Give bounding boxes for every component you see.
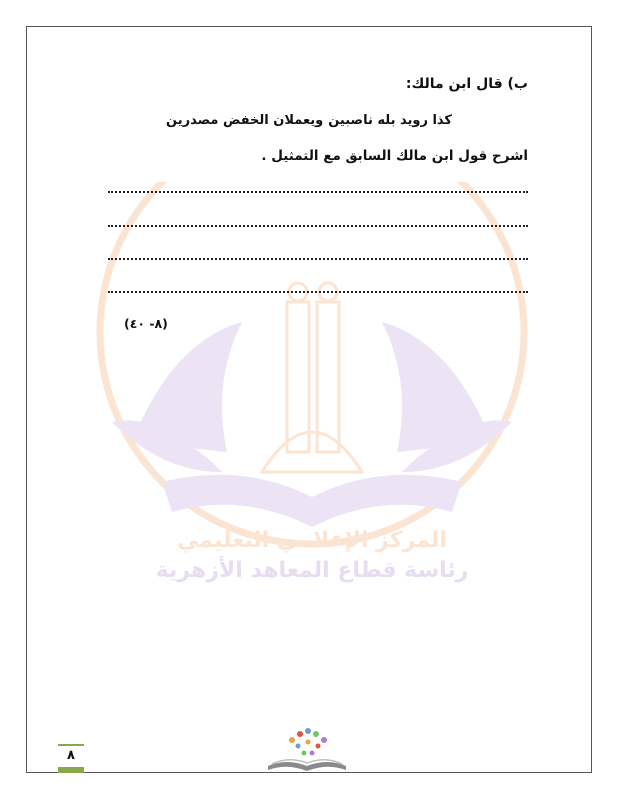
watermark-line1: المركز الإعلامي التعليمي <box>177 528 447 553</box>
watermark-line2: رئاسة قطاع المعاهد الأزهرية <box>155 558 469 583</box>
question-instruction: اشرح قول ابن مالك السابق مع التمثيل . <box>261 148 528 164</box>
page-number: ٨ <box>67 748 75 763</box>
verse-second-half: ويعملان الخفض مصدرين <box>166 113 324 128</box>
question-heading: ب) قال ابن مالك: <box>405 76 528 92</box>
page-border <box>26 26 592 773</box>
verse-first-half: كذا رويد بله ناصبين <box>328 113 452 128</box>
verse-reference: (٨- ٤٠) <box>124 316 168 331</box>
footer-book-logo-icon <box>262 726 352 774</box>
answer-line-1[interactable] <box>108 191 528 193</box>
page-number-top-bar <box>58 744 84 746</box>
page-number-bottom-bar <box>58 767 84 773</box>
answer-line-4[interactable] <box>108 291 528 293</box>
answer-line-2[interactable] <box>108 225 528 227</box>
answer-line-3[interactable] <box>108 258 528 260</box>
